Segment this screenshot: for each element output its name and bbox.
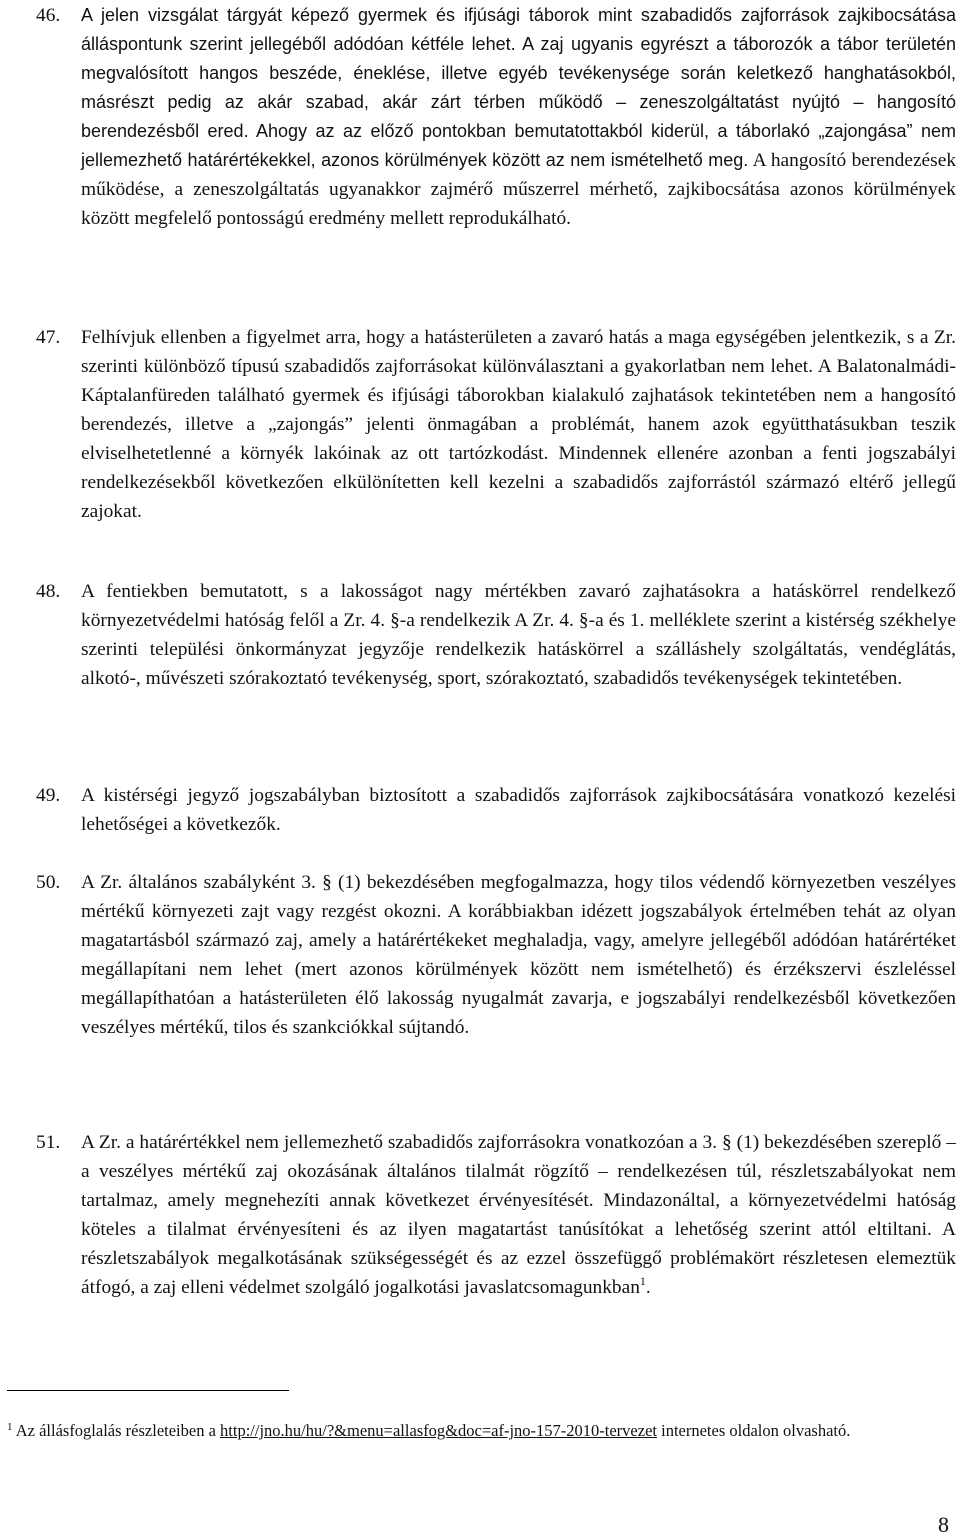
footnote: [7, 1418, 937, 1443]
paragraph-text: A kistérségi jegyző jogszabályban biztosított a szabadidős zajforrások zajkibocsátására vonatkozó kezelési lehetőségei a következők.: [81, 785, 956, 835]
paragraph-number: 47.: [36, 327, 61, 348]
paragraph-50: [36, 868, 956, 1042]
paragraph-number: 48.: [36, 581, 61, 602]
footnote-text-before: Az állásfoglalás részleteiben a: [12, 1421, 221, 1440]
paragraph-text: [81, 1, 956, 233]
paragraph-text: A Zr. általános szabályként 3. § (1) bekezdésében megfogalmazza, hogy tilos védendő környezetben veszélyes mértékű környezeti zajt vagy rezgést okozni. A korábbiakban idézett jogszabályok értelmében tehát az olyan magatartásból származó zaj, amely a határértékeket meghaladja, vagy, amelyre jellegéből adódóan határértéket megállapítani nem lehet (mert azonos körülmények között nem ismételhető) és érzékszervi észleléssel megállapíthatóan a hatásterületen élő lakosság nyugalmát zavarja, e jogszabályi rendelkezésből következően veszélyes mértékű, tilos és szankciókkal sújtandó.: [81, 872, 956, 1038]
paragraph-number: 46.: [36, 5, 61, 26]
paragraph-text: [81, 1128, 956, 1302]
paragraph-number: 50.: [36, 872, 61, 893]
paragraph-48: [36, 577, 956, 693]
page-number: 8: [938, 1512, 949, 1537]
paragraph-51: [36, 1128, 956, 1302]
footnote-text-after: internetes oldalon olvasható.: [656, 1421, 851, 1440]
paragraph-number: 51.: [36, 1132, 61, 1153]
paragraph-text: Felhívjuk ellenben a figyelmet arra, hogy a hatásterületen a zavaró hatás a maga egységében jelentkezik, s a Zr. szerinti különböző típusú szabadidős zajforrásokat különválasztani a gyakorlatban nem lehet. A Balatonalmádi-Káptalanfüreden található gyermek és ifjúsági táborokban kialakuló zajhatások tekintetében nem a hangosító berendezés, illetve a „zajongás” jelenti önmagában a problémát, hanem azok együtthatásukban teszik elviselhetetlenné a környék lakóinak az ott tartózkodást. Mindennek ellenére azonban a fenti jogszabályi rendelkezésekből következően elkülönítetten kell kezelni a szabadidős zajforrástól származó eltérő jellegű zajokat.: [81, 327, 956, 522]
footnote-divider: [7, 1390, 289, 1391]
footnote-marker: 1: [7, 1421, 13, 1433]
paragraph-text: A fentiekben bemutatott, s a lakosságot nagy mértékben zavaró zajhatásokra a hatáskörrel rendelkező környezetvédelmi hatóság felől a Zr. 4. §-a rendelkezik A Zr. 4. §-a és 1. melléklete szerint a kistérség székhelye szerinti települési önkormányzat jegyzője rendelkezik hatáskörrel a szálláshely szolgáltatás, vendéglátás, alkotó-, művészeti szórakoztató tevékenység, sport, szórakoztató, szabadidős tevékenységek tekintetében.: [81, 581, 956, 689]
paragraph-text-main: A Zr. a határértékkel nem jellemezhető szabadidős zajforrásokra vonatkozóan a 3. § (1) bekezdésében szereplő – a veszélyes mértékű zaj okozásának általános tilalmát rögzítő – rendelkezésen túl, részletszabályokat nem tartalmaz, amely megnehezíti annak következet érvényesítését. Mindazonáltal, a környezetvédelmi hatóság köteles a tilalmat érvényesíteni és az ilyen magatartást tanúsítókat a lehetőség szerint attól eltiltani. A részletszabályok megalkotásának szükségességét és az ezzel összefüggő problémakört részletesen elemeztük átfogó, a zaj elleni védelmet szolgáló jogalkotási javaslatcsomagunkban: [81, 1132, 956, 1298]
paragraph-number: 49.: [36, 785, 61, 806]
paragraph-text-end: .: [645, 1277, 651, 1298]
paragraph-text-serif: A hangosító berendezések működése, a zeneszolgáltatás ugyanakkor zajmérő műszerrel mérhető, zajkibocsátása azonos körülmények között megfelelő pontosságú eredmény mellett reprodukálható.: [81, 150, 957, 229]
paragraph-47: [36, 323, 956, 526]
footnote-reference[interactable]: 1: [639, 1274, 646, 1288]
paragraph-49: [36, 781, 956, 839]
footnote-link[interactable]: http://jno.hu/hu/?&menu=allasfog&doc=af-jno-157-2010-tervezet: [220, 1421, 657, 1440]
paragraph-text-sans: A jelen vizsgálat tárgyát képező gyermek és ifjúsági táborok mint szabadidős zajforrások zajkibocsátása álláspontunk szerint jellegéből adódóan kétféle lehet. A zaj ugyanis egyrészt a táborozók a tábor területén megvalósított hangos beszéde, éneklése, illetve egyéb tevékenysége során keletkező hanghatásokból, másrészt pedig az akár szabad, akár zárt térben működő – zeneszolgáltatást nyújtó – hangosító berendezésből ered. Ahogy az az előző pontokban bemutatottakból kiderül, a táborlakó „zajongása” nem jellemezhető határértékekkel, azonos körülmények között az nem ismételhető meg.: [81, 5, 956, 170]
paragraph-46: [36, 1, 956, 233]
